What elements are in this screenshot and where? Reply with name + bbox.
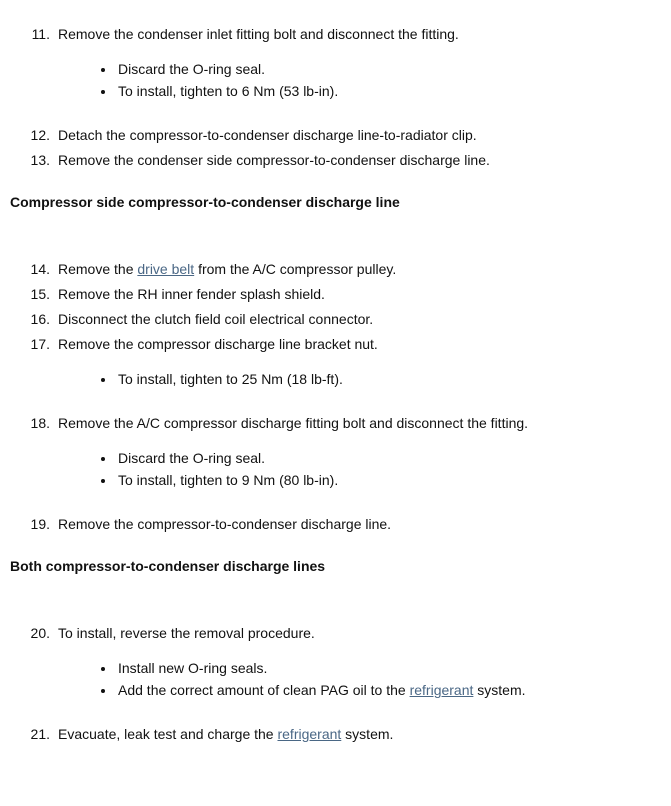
- step-number: 11.: [31, 25, 50, 42]
- step-number: 15.: [30, 285, 50, 302]
- refrigerant-link[interactable]: refrigerant: [409, 682, 474, 698]
- list-item-step11: [10, 21, 659, 46]
- section-heading-both-lines: Both compressor-to-condenser discharge lines: [10, 558, 326, 574]
- step-number: 19.: [30, 515, 50, 532]
- sub-bullet-list: [10, 370, 659, 388]
- list-item-step15: [10, 281, 659, 306]
- step-text-post: system.: [341, 725, 394, 742]
- step-text: [58, 260, 396, 278]
- sub-bullet: • Discard the O-ring seal.: [116, 449, 659, 467]
- drive-belt-link[interactable]: drive belt: [137, 260, 195, 277]
- list-item-step12: [10, 122, 659, 147]
- step-text: Remove the condenser side compressor-to-condenser discharge line.: [58, 151, 490, 168]
- step-number: 13.: [30, 151, 50, 168]
- refrigerant-link[interactable]: refrigerant: [277, 725, 342, 742]
- list-item-step21: [10, 721, 659, 746]
- sub-bullet-list: [10, 659, 659, 699]
- sub-bullet: • To install, tighten to 25 Nm (18 lb-ft).: [116, 370, 659, 388]
- step-text: Disconnect the clutch field coil electrical connector.: [58, 310, 374, 327]
- list-item-step18: [10, 410, 659, 435]
- list-item-step19: [10, 511, 659, 536]
- sub-bullet-list: [10, 449, 659, 489]
- sub-bullet: • To install, tighten to 6 Nm (53 lb-in).: [116, 82, 659, 100]
- step-number: 20.: [30, 624, 50, 641]
- sub-bullet: • Install new O-ring seals.: [116, 659, 659, 677]
- step-text: [58, 725, 393, 743]
- section-heading-compressor-side: Compressor side compressor-to-condenser discharge line: [10, 194, 400, 210]
- step-text: Detach the compressor-to-condenser discharge line-to-radiator clip.: [58, 126, 477, 143]
- step-number: 21.: [30, 725, 50, 742]
- sub-bullet: • Discard the O-ring seal.: [116, 60, 659, 78]
- list-item-step16: [10, 306, 659, 331]
- sub-bullet-pre: Add the correct amount of clean PAG oil to the: [118, 682, 410, 698]
- step-text: Remove the A/C compressor discharge fitting bolt and disconnect the fitting.: [58, 414, 529, 431]
- step-number: 16.: [30, 310, 50, 327]
- step-text-pre: Evacuate, leak test and charge the: [58, 725, 278, 742]
- sub-bullet-list: [10, 60, 659, 100]
- step-text: Remove the compressor-to-condenser discharge line.: [58, 515, 392, 532]
- list-item-step14: [10, 256, 659, 281]
- step-number: 17.: [30, 335, 50, 352]
- step-text: To install, reverse the removal procedure.: [58, 624, 315, 641]
- step-text: Remove the condenser inlet fitting bolt and disconnect the fitting.: [58, 25, 459, 42]
- step-number: 14.: [30, 260, 50, 277]
- step-number: 12.: [30, 126, 50, 143]
- sub-bullet-post: system.: [473, 682, 526, 698]
- sub-bullet: • To install, tighten to 9 Nm (80 lb-in).: [116, 471, 659, 489]
- step-text-post: from the A/C compressor pulley.: [194, 260, 397, 277]
- list-item-step13: [10, 147, 659, 172]
- list-item-step20: [10, 620, 659, 645]
- step-number: 18.: [30, 414, 50, 431]
- list-item-step17: [10, 331, 659, 356]
- step-text-pre: Remove the: [58, 260, 138, 277]
- sub-bullet: [116, 681, 659, 699]
- step-text: Remove the compressor discharge line bracket nut.: [58, 335, 378, 352]
- step-text: Remove the RH inner fender splash shield.: [58, 285, 325, 302]
